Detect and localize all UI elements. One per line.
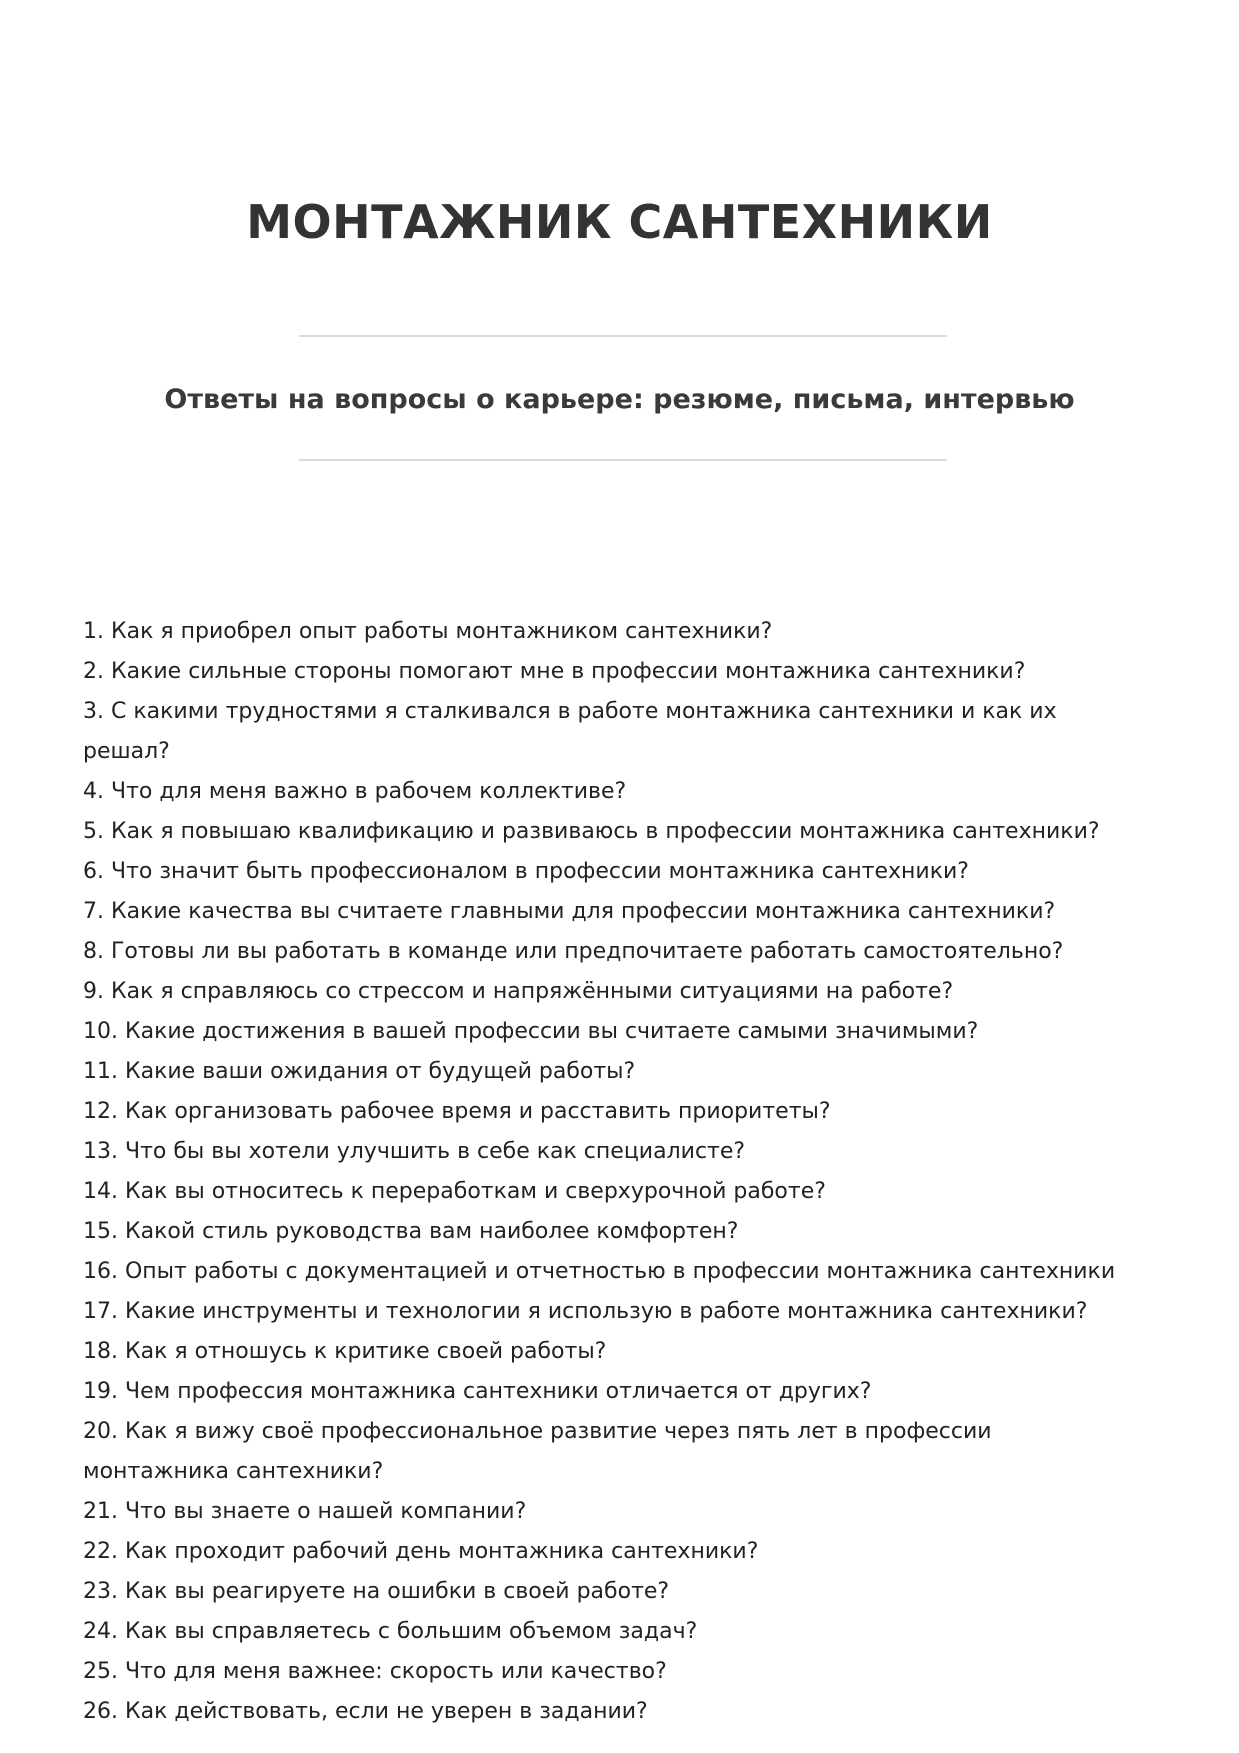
- question-item: 25. Что для меня важнее: скорость или качество?: [83, 1659, 667, 1684]
- question-item: 5. Как я повышаю квалификацию и развиваюсь в профессии монтажника сантехники?: [83, 819, 1100, 844]
- question-item: 6. Что значит быть профессионалом в профессии монтажника сантехники?: [83, 859, 969, 884]
- bottom-divider: [299, 459, 947, 461]
- question-item: 3. С какими трудностями я сталкивался в работе монтажника сантехники и как их решал?: [83, 699, 1057, 764]
- question-item: 17. Какие инструменты и технологии я использую в работе монтажника сантехники?: [83, 1299, 1088, 1324]
- question-item: 11. Какие ваши ожидания от будущей работы?: [83, 1059, 636, 1084]
- question-item: 8. Готовы ли вы работать в команде или предпочитаете работать самостоятельно?: [83, 939, 1064, 964]
- question-item: 20. Как я вижу своё профессиональное развитие через пять лет в профессии монтажника сантехники?: [83, 1419, 992, 1484]
- question-item: 9. Как я справляюсь со стрессом и напряжёнными ситуациями на работе?: [83, 979, 954, 1004]
- question-item: 18. Как я отношусь к критике своей работы?: [83, 1339, 607, 1364]
- page-subtitle: Ответы на вопросы о карьере: резюме, письма, интервью: [164, 384, 1075, 415]
- question-item: 22. Как проходит рабочий день монтажника сантехники?: [83, 1539, 759, 1564]
- question-item: 21. Что вы знаете о нашей компании?: [83, 1499, 527, 1524]
- question-item: 26. Как действовать, если не уверен в задании?: [83, 1699, 648, 1724]
- page-title: МОНТАЖНИК САНТЕХНИКИ: [246, 195, 993, 249]
- question-item: 10. Какие достижения в вашей профессии вы считаете самыми значимыми?: [83, 1019, 979, 1044]
- question-item: 2. Какие сильные стороны помогают мне в профессии монтажника сантехники?: [83, 659, 1026, 684]
- question-list: [83, 612, 1143, 1732]
- question-item: 19. Чем профессия монтажника сантехники отличается от других?: [83, 1379, 872, 1404]
- question-item: 4. Что для меня важно в рабочем коллективе?: [83, 779, 627, 804]
- question-item: 15. Какой стиль руководства вам наиболее комфортен?: [83, 1219, 739, 1244]
- top-divider: [299, 335, 947, 337]
- question-item: 14. Как вы относитесь к переработкам и сверхурочной работе?: [83, 1179, 826, 1204]
- question-item: 1. Как я приобрел опыт работы монтажником сантехники?: [83, 619, 773, 644]
- question-item: 24. Как вы справляетесь с большим объемом задач?: [83, 1619, 698, 1644]
- question-item: 16. Опыт работы с документацией и отчетностью в профессии монтажника сантехники: [83, 1259, 1116, 1284]
- question-item: 7. Какие качества вы считаете главными для профессии монтажника сантехники?: [83, 899, 1056, 924]
- question-item: 13. Что бы вы хотели улучшить в себе как специалисте?: [83, 1139, 746, 1164]
- question-item: 12. Как организовать рабочее время и расставить приоритеты?: [83, 1099, 831, 1124]
- question-item: 23. Как вы реагируете на ошибки в своей работе?: [83, 1579, 670, 1604]
